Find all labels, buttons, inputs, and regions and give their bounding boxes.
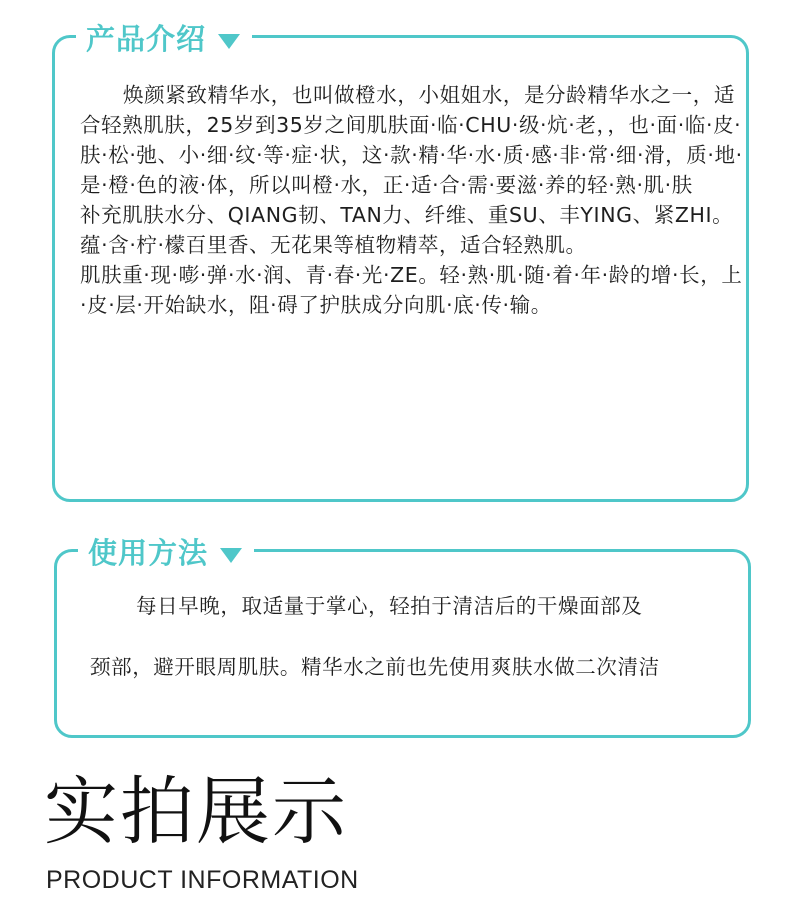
intro-paragraph: 肌肤重·现·嘭·弹·水·润、青·春·光·ZE。轻·熟·肌·随·着·年·龄的增·长，上·皮·层·开始缺水，阻·碍了护肤成分向肌·底·传·输。 [80, 263, 743, 317]
intro-paragraph: 焕颜紧致精华水，也叫做橙水，小姐姐水，是分龄精华水之一，适合轻熟肌肤，25岁到35岁之间肌肤面·临·CHU·级·炕·老，，也·面·临·皮·肤·松·弛、小·细·纹·等·症·状，这·款·精·华·水·质·感·非·常·细·滑，质·地·是·橙·色的液·体，所以叫橙·水，正·适·合·需·要滋·养的轻·熟·肌·肤 [80, 83, 743, 197]
product-intro-title: 产品介绍 [86, 22, 207, 56]
gallery-subtitle: PRODUCT INFORMATION [46, 866, 359, 894]
product-intro-body [80, 80, 748, 320]
product-intro-heading [76, 19, 252, 59]
intro-paragraph: 蕴·含·柠·檬百里香、无花果等植物精萃，适合轻熟肌。 [80, 233, 587, 257]
gallery-title: 实拍展示 [44, 769, 348, 855]
usage-line: 每日早晚，取适量于掌心，轻拍于清洁后的干燥面部及 [136, 594, 643, 618]
usage-line: 颈部，避开眼周肌肤。精华水之前也先使用爽肤水做二次清洁 [90, 655, 660, 679]
usage-title: 使用方法 [88, 536, 209, 570]
intro-paragraph: 补充肌肤水分、QIANG韧、TAN力、纤维、重SU、丰YING、紧ZHI。 [80, 203, 734, 227]
triangle-down-icon [220, 548, 242, 563]
usage-heading [78, 533, 254, 573]
triangle-down-icon [218, 34, 240, 49]
usage-panel [54, 549, 751, 738]
